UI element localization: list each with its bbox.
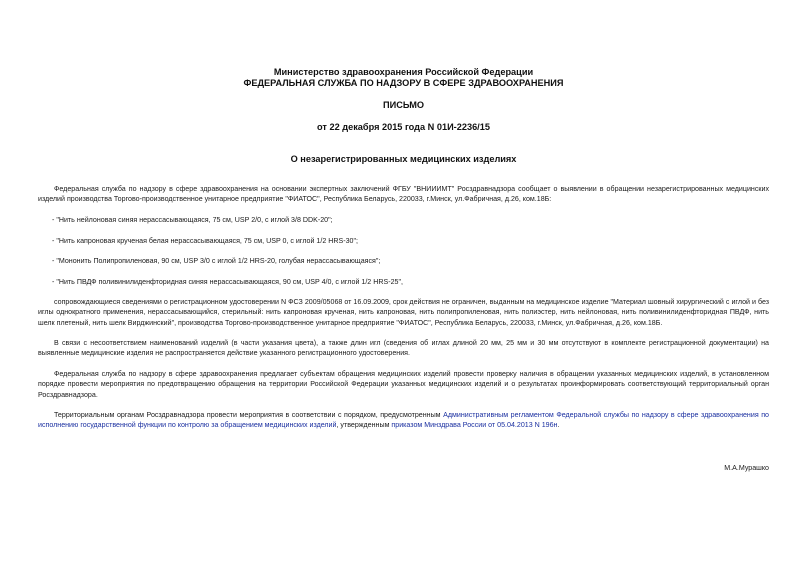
list-item: [38, 236, 769, 246]
proposal-section: [38, 369, 769, 400]
inconsistency-paragraph: В связи с несоответствием наименований изделий (в части указания цвета), а также длин игл (сведения об иглах длиной 20 мм, 25 мм и 30 мм отсутствуют в комплекте регистрационной документации) на выявленные медицинские изделия не распространяется действие указанного регистрационного удостоверения.: [38, 339, 769, 358]
product-item-3: - "Мононить Полипропиленовая, 90 см, USP 3/0 с иглой 1/2 HRS-20, голубая нерассасывающаяся";: [52, 257, 381, 265]
territorial-paragraph: [38, 410, 769, 431]
document-type: ПИСЬМО: [382, 100, 425, 110]
inconsistency-section: [38, 338, 769, 359]
product-item-4: - "Нить ПВДФ поливинилиденфторидная синяя нерассасывающаяся, 90 см, USP 4/0, с иглой 1/2 HRS-25",: [52, 278, 403, 286]
signature: М.А.Мурашко: [724, 464, 769, 472]
list-item: [38, 256, 769, 266]
territorial-text-middle: , утвержденным: [336, 421, 392, 430]
document-subject: О незарегистрированных медицинских изделиях: [290, 154, 517, 164]
proposal-paragraph: Федеральная служба по надзору в сфере здравоохранения предлагает субъектам обращения медицинских изделий провести проверку наличия в обращении указанных медицинских изделий, в установленном порядке провести мероприятия по предотвращению обращения на территории Российской Федерации указанных медицинских изделий и о результатах проинформировать соответствующий территориальный орган Росздравнадзора.: [38, 370, 769, 399]
document-date-number: от 22 декабря 2015 года N 01И-2236/15: [317, 122, 490, 132]
ministry-heading: Министерство здравоохранения Российской Федерации: [273, 67, 534, 77]
service-heading: ФЕДЕРАЛЬНАЯ СЛУЖБА ПО НАДЗОРУ В СФЕРЕ ЗДРАВООХРАНЕНИЯ: [243, 78, 564, 88]
product-item-2: - "Нить капроновая крученая белая нерассасывающаяся, 75 см, USP 0, с иглой 1/2 HRS-30";: [52, 237, 358, 245]
letter-body: [38, 184, 769, 205]
territorial-section: [38, 410, 769, 431]
territorial-text-end: .: [557, 421, 560, 430]
list-item: [38, 277, 769, 287]
product-item-1: - "Нить нейлоновая синяя нерассасывающаяся, 75 см, USP 2/0, с иглой 3/8 DDK-20";: [52, 216, 333, 224]
territorial-text-start: Территориальным органам Росздравнадзора провести мероприятия в соответствии с порядком, предусмотренным: [54, 411, 444, 419]
list-item: [38, 215, 769, 225]
ministry-order-link[interactable]: приказом Минздрава России от 05.04.2013 N 196н: [391, 421, 558, 430]
administrative-regulation-link[interactable]: Административным регламентом Федеральной службы по надзору в сфере здравоохранения по исполнению государственной функции по контролю за обращением медицинских изделий: [38, 411, 769, 430]
intro-paragraph: Федеральная служба по надзору в сфере здравоохранения на основании экспертных заключений ФГБУ "ВНИИИМТ" Росздравнадзора сообщает о выявлении в обращении незарегистрированных медицинских изделий производства Торгово-производственное унитарное предприятие "ФИАТОС", Республика Беларусь, 220033, г.Минск, ул.Фабричная, д.26, ком.18Б:: [38, 185, 769, 204]
accompanied-paragraph: сопровождающиеся сведениями о регистрационном удостоверении N ФСЗ 2009/05068 от 16.09.2009, срок действия не ограничен, выданным на медицинское изделие "Материал шовный хирургический с иглой и без иглы однократного применения, нерассасывающийся, стерильный: нить капроновая крученая, нить капроновая, нить полипропиленовая, нить полиэстер, нить нейлоновая, нить поливинилиденфторидная ПВДФ, нить шелк плетеный, нить шелк Вирджинский", производства Торгово-производственное унитарное предприятие "ФИАТОС", Республика Беларусь, 220033, г.Минск, ул.Фабричная, д.26, ком.18Б.: [38, 298, 769, 327]
accompanied-section: [38, 297, 769, 328]
